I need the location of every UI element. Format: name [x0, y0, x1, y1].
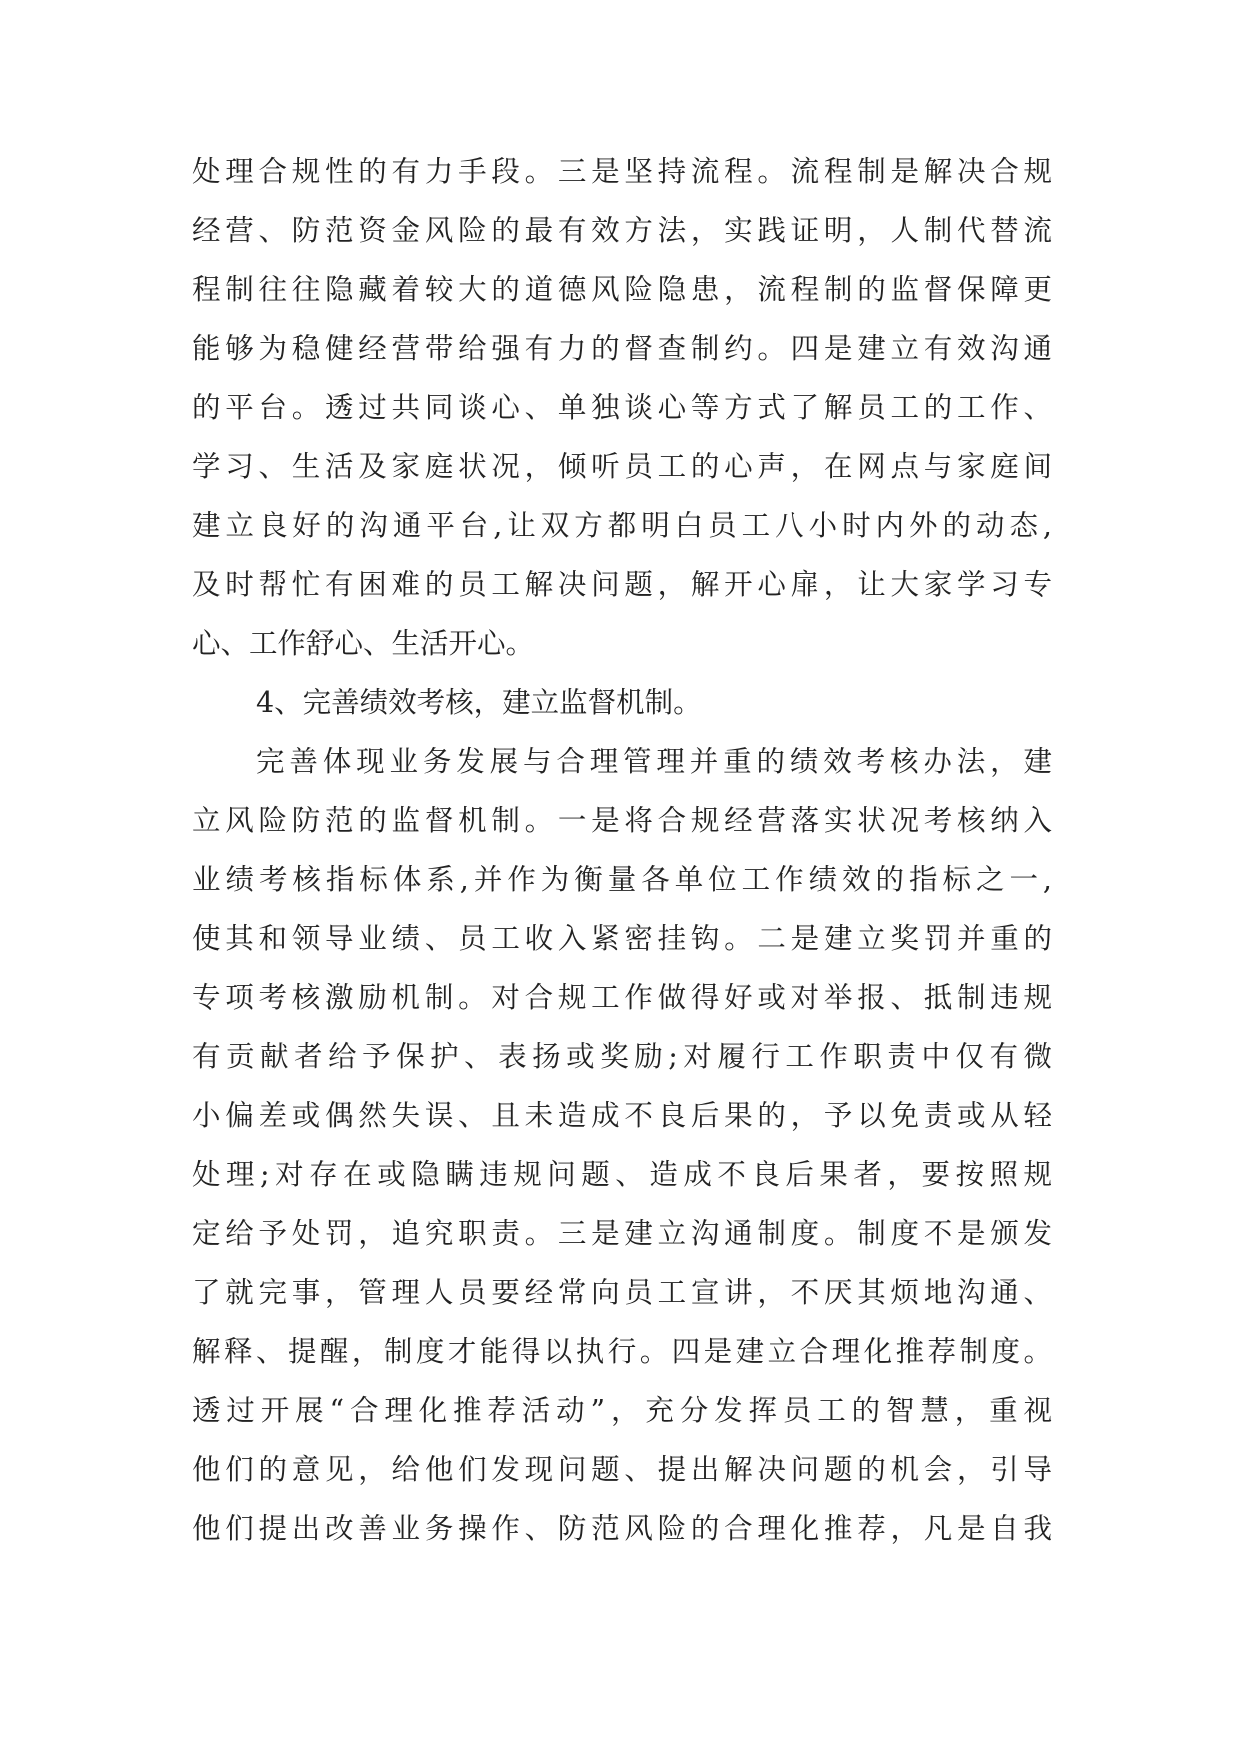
text-line: 经营、防范资金风险的最有效方法，实践证明，人制代替流: [192, 214, 1052, 247]
text-line: 定给予处罚，追究职责。三是建立沟通制度。制度不是颁发: [192, 1217, 1052, 1250]
text-line: 建立良好的沟通平台,让双方都明白员工八小时内外的动态,: [192, 509, 1052, 542]
text-line: 解释、提醒，制度才能得以执行。四是建立合理化推荐制度。: [192, 1335, 1052, 1368]
text-line: 心、工作舒心、生活开心。: [192, 627, 535, 660]
text-line: 透过开展“合理化推荐活动”，充分发挥员工的智慧，重视: [192, 1394, 1052, 1427]
text-line: 及时帮忙有困难的员工解决问题，解开心扉，让大家学习专: [192, 568, 1052, 601]
text-line: 有贡献者给予保护、表扬或奖励;对履行工作职责中仅有微: [192, 1040, 1052, 1073]
text-line: 了就完事，管理人员要经常向员工宣讲，不厌其烦地沟通、: [192, 1276, 1052, 1309]
text-line: 处理;对存在或隐瞒违规问题、造成不良后果者，要按照规: [192, 1158, 1052, 1191]
text-line: 小偏差或偶然失误、且未造成不良后果的，予以免责或从轻: [192, 1099, 1052, 1132]
text-line: 程制往往隐藏着较大的道德风险隐患，流程制的监督保障更: [192, 273, 1052, 306]
text-line: 完善体现业务发展与合理管理并重的绩效考核办法，建: [256, 745, 1052, 778]
text-line: 的平台。透过共同谈心、单独谈心等方式了解员工的工作、: [192, 391, 1052, 424]
text-line: 他们的意见，给他们发现问题、提出解决问题的机会，引导: [192, 1453, 1052, 1486]
text-line: 立风险防范的监督机制。一是将合规经营落实状况考核纳入: [192, 804, 1052, 837]
text-line: 处理合规性的有力手段。三是坚持流程。流程制是解决合规: [192, 155, 1052, 188]
text-line: 使其和领导业绩、员工收入紧密挂钩。二是建立奖罚并重的: [192, 922, 1052, 955]
text-line: 业绩考核指标体系,并作为衡量各单位工作绩效的指标之一,: [192, 863, 1052, 896]
text-line: 能够为稳健经营带给强有力的督查制约。四是建立有效沟通: [192, 332, 1052, 365]
section-heading: 4、完善绩效考核，建立监督机制。: [256, 686, 702, 719]
text-line: 学习、生活及家庭状况，倾听员工的心声，在网点与家庭间: [192, 450, 1052, 483]
text-line: 专项考核激励机制。对合规工作做得好或对举报、抵制违规: [192, 981, 1052, 1014]
text-line: 他们提出改善业务操作、防范风险的合理化推荐，凡是自我: [192, 1512, 1052, 1545]
